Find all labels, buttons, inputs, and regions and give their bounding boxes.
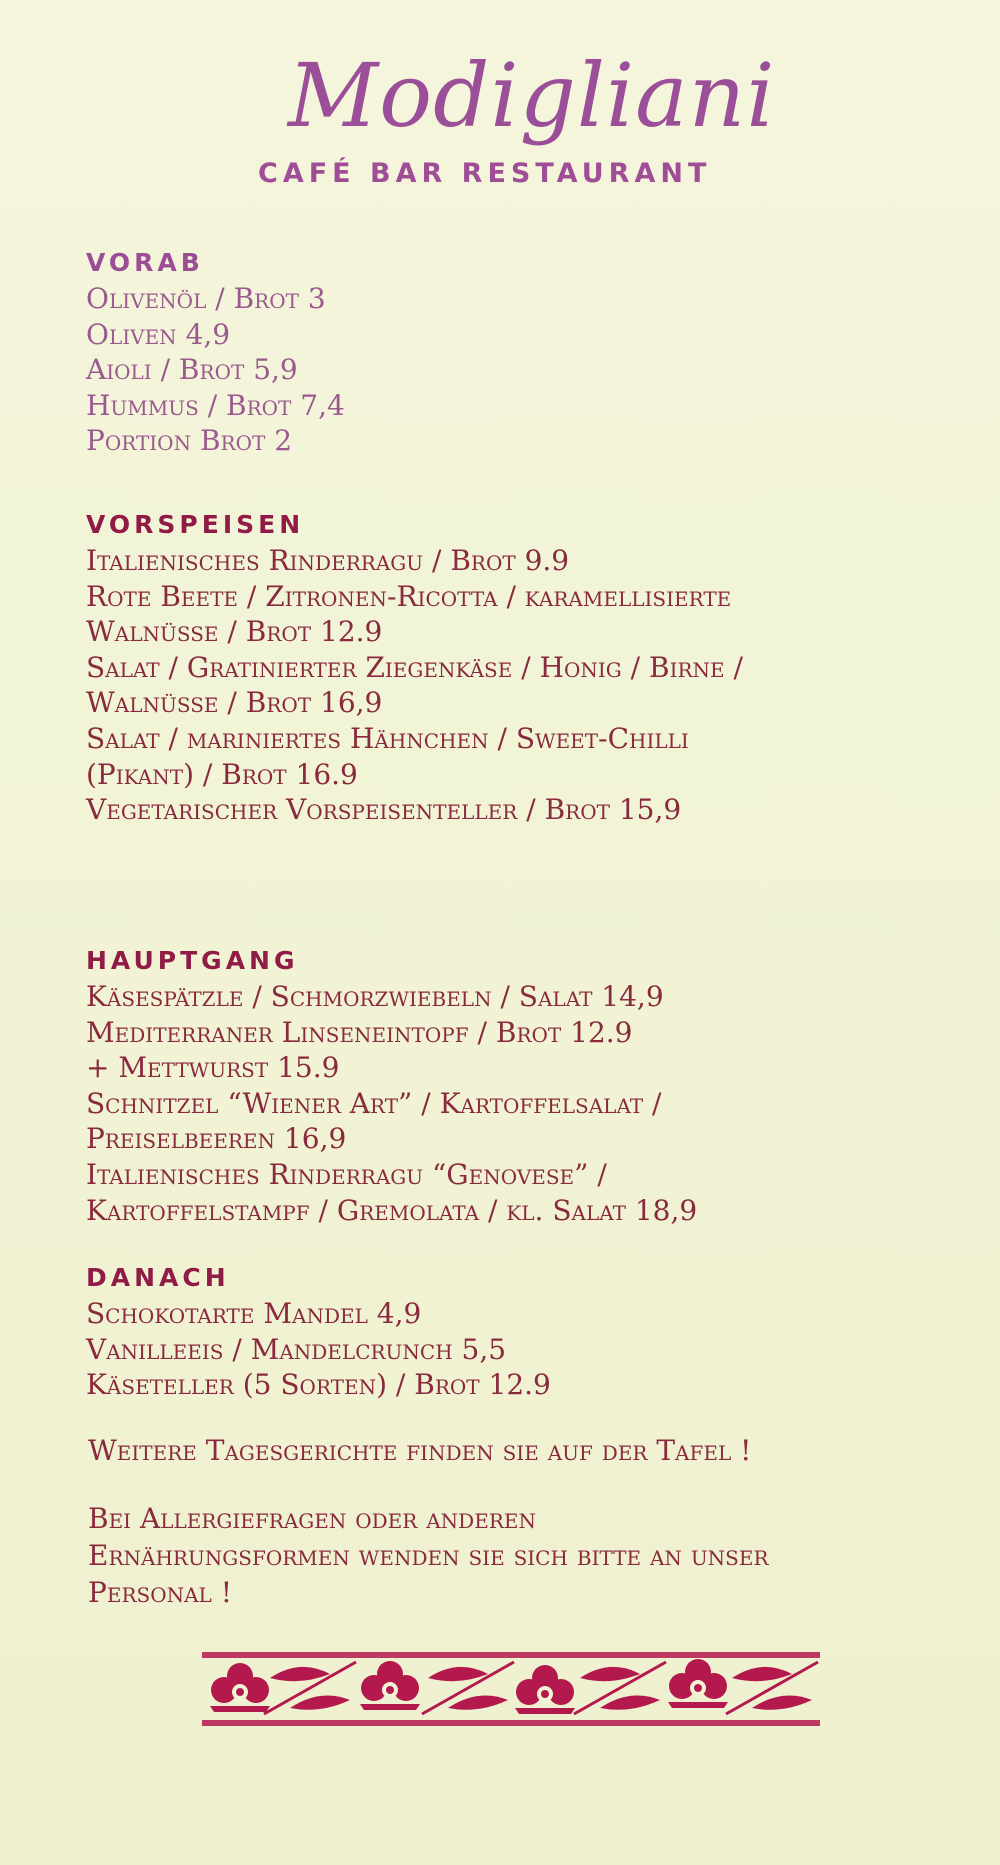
allergy-note <box>88 1500 968 1611</box>
section-title: HAUPTGANG <box>86 946 299 975</box>
menu-item: (Pikant) / Brot 16.9 <box>86 757 358 791</box>
note-line: Bei Allergiefragen oder anderen <box>88 1502 536 1535</box>
menu-item: Oliven 4,9 <box>86 317 231 351</box>
section-vorspeisen <box>86 512 966 828</box>
restaurant-logo: Modigliani <box>288 44 776 147</box>
menu-item: Salat / Gratinierter Ziegenkäse / Honig / Birne / <box>86 650 743 684</box>
menu-item: Portion Brot 2 <box>86 424 293 458</box>
menu-item: Italienisches Rinderragu / Brot 9.9 <box>86 544 570 577</box>
section-vorab <box>86 250 966 459</box>
menu-item: Salat / mariniertes Hähnchen / Sweet-Chilli <box>86 721 689 755</box>
section-title: DANACH <box>86 1263 230 1292</box>
menu-item: Kartoffelstampf / Gremolata / kl. Salat 18,9 <box>86 1193 698 1227</box>
brand-header <box>0 0 1000 220</box>
menu-item: Mediterraner Linseneintopf / Brot 12.9 <box>86 1015 633 1049</box>
menu-item: Italienisches Rinderragu “Genovese” / <box>86 1157 607 1191</box>
section-title: VORAB <box>86 248 204 277</box>
menu-item: Schokotarte Mandel 4,9 <box>86 1297 422 1330</box>
menu-item: Walnüsse / Brot 12.9 <box>86 615 383 649</box>
section-title: VORSPEISEN <box>86 510 305 539</box>
menu-item: Vanilleeis / Mandelcrunch 5,5 <box>86 1332 507 1366</box>
note-line: Ernährungsformen wenden sie sich bitte an unser <box>88 1539 769 1572</box>
note-line: Personal ! <box>88 1576 232 1609</box>
menu-item: Käseteller (5 Sorten) / Brot 12.9 <box>86 1368 551 1402</box>
restaurant-subtitle: CAFÉ BAR RESTAURANT <box>258 158 712 189</box>
menu-item: + Mettwurst 15.9 <box>86 1051 340 1085</box>
section-hauptgang <box>86 948 966 1228</box>
floral-border-ornament-icon <box>200 1648 822 1730</box>
menu-item: Vegetarischer Vorspeisenteller / Brot 15,9 <box>86 793 682 827</box>
menu-item: Rote Beete / Zitronen-Ricotta / karamellisierte <box>86 579 732 613</box>
daily-specials-note <box>88 1432 968 1469</box>
menu-item: Schnitzel “Wiener Art” / Kartoffelsalat / <box>86 1086 662 1120</box>
menu-item: Käsespätzle / Schmorzwiebeln / Salat 14,9 <box>86 980 664 1013</box>
menu-item: Preiselbeeren 16,9 <box>86 1122 347 1156</box>
menu-item: Hummus / Brot 7,4 <box>86 388 345 422</box>
section-danach <box>86 1265 966 1403</box>
menu-item: Aioli / Brot 5,9 <box>86 353 298 387</box>
note-line: Weitere Tagesgerichte finden sie auf der Tafel ! <box>88 1434 752 1467</box>
menu-item: Olivenöl / Brot 3 <box>86 282 326 315</box>
menu-item: Walnüsse / Brot 16,9 <box>86 686 383 720</box>
